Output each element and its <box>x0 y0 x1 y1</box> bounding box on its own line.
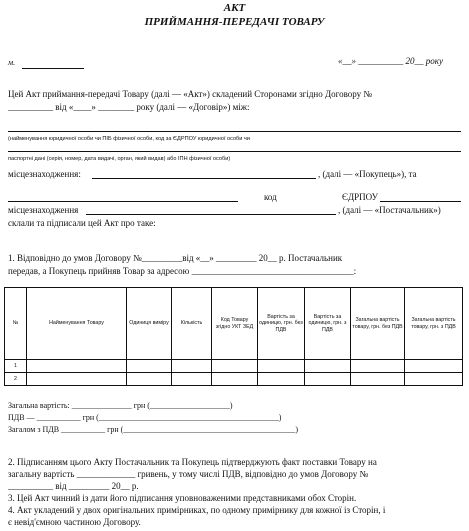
total-amount: Загальна вартість: _______________ грн (____________________) <box>8 401 233 410</box>
party1-id-line <box>8 151 461 152</box>
buyer-location-suffix: , (далі — «Покупець»), та <box>318 169 417 179</box>
col-header-total-no-vat: Загальна вартість товару, грн. без ПДВ <box>351 288 405 360</box>
cell-unit-price-vat <box>305 373 351 386</box>
table-row <box>5 373 463 386</box>
col-header-unit-price-no-vat: Вартість за одиницю, грн. без ПДВ <box>258 288 305 360</box>
document-subtitle: ПРИЙМАННЯ-ПЕРЕДАЧІ ТОВАРУ <box>144 16 325 28</box>
party-hint-1: (найменування юридичної особи чи ПІБ фізичної особи, код за ЄДРПОУ юридичної особи чи <box>8 136 250 142</box>
supplier-location-line <box>86 214 336 215</box>
buyer-location-line <box>92 178 316 179</box>
clause-3: 3. Цей Акт чинний із дати його підписання уповноваженими представниками обох Сторін. <box>8 493 357 503</box>
cell-unit-price-no-vat <box>258 373 305 386</box>
col-header-quantity: Кількість <box>172 288 212 360</box>
supplier-location-suffix: , (далі — «Постачальник») <box>338 205 441 215</box>
cell-code <box>212 360 258 373</box>
cell-unit-price-vat <box>305 360 351 373</box>
clause-4-line-1: 4. Акт укладений у двох оригінальних примірниках, по одному примірнику для кожної із Сторін, і <box>8 505 386 515</box>
goods-table <box>4 287 463 386</box>
intro-line-1: Цей Акт приймання-передачі Товару (далі — «Акт») складений Сторонами згідно Договору № <box>8 89 372 99</box>
city-prefix: м. <box>8 58 16 67</box>
cell-total-no-vat <box>351 360 405 373</box>
cell-name <box>27 373 127 386</box>
cell-total-vat <box>405 373 463 386</box>
cell-unit <box>127 373 172 386</box>
cell-name <box>27 360 127 373</box>
cell-total-no-vat <box>351 373 405 386</box>
party1-name-line <box>8 131 461 132</box>
supplier-location-label: місцезнаходження <box>8 205 79 215</box>
clause-2-line-1: 2. Підписанням цього Акту Постачальник та Покупець підтверджують факт поставки Товару на <box>8 457 377 467</box>
clause-1-line-1: 1. Відповідно до умов Договору №_________від «__» _________ 20__ р. Постачальник <box>8 253 343 263</box>
cell-quantity <box>172 373 212 386</box>
supplier-name-line <box>8 201 238 202</box>
clause-2-line-3: __________ від _________ 20__ р. <box>8 481 139 491</box>
cell-unit-price-no-vat <box>258 360 305 373</box>
col-header-unit: Одиниця виміру <box>127 288 172 360</box>
clause-4-line-2: є невід'ємною частиною Договору. <box>8 517 141 527</box>
clause-2-line-2: загальну вартість _____________ гривень, у тому числі ПДВ, відповідно до умов Договору № <box>8 469 369 479</box>
table-row <box>5 360 463 373</box>
document-title: АКТ <box>223 2 246 14</box>
signed-line: склали та підписали цей Акт про таке: <box>8 218 156 228</box>
edrpou-line <box>380 201 461 202</box>
col-header-code: Код Товару згідно УКТ ЗЕД <box>212 288 258 360</box>
edrpou-label: ЄДРПОУ <box>342 192 378 202</box>
table-header-row <box>5 288 463 360</box>
cell-number: 1 <box>5 360 27 373</box>
total-with-vat: Загалом з ПДВ ___________ грн (___________________________________________) <box>8 425 298 434</box>
vat-amount: ПДВ — ___________ грн (_____________________________________________) <box>8 413 282 422</box>
cell-quantity <box>172 360 212 373</box>
clause-1-line-2: передав, а Покупець прийняв Товар за адресою ____________________________________: <box>8 266 357 276</box>
col-header-total-vat: Загальна вартість товару, грн. з ПДВ <box>405 288 463 360</box>
cell-total-vat <box>405 360 463 373</box>
party-hint-2: паспортні дані (серія, номер, дата видачі, орган, який видав) або ІПН фізичної особи) <box>8 156 231 162</box>
col-header-name: Найменування Товару <box>27 288 127 360</box>
code-label: код <box>264 192 277 202</box>
cell-number: 2 <box>5 373 27 386</box>
col-header-number: № <box>5 288 27 360</box>
document-date: «__» __________ 20__ року <box>338 56 443 66</box>
col-header-unit-price-vat: Вартість за одиницю, грн. з ПДВ <box>305 288 351 360</box>
buyer-location-label: місцезнаходження: <box>8 169 81 179</box>
city-line <box>22 68 84 69</box>
intro-line-2: __________ від «____» ________ року (далі — «Договір») між: <box>8 102 250 112</box>
cell-code <box>212 373 258 386</box>
cell-unit <box>127 360 172 373</box>
